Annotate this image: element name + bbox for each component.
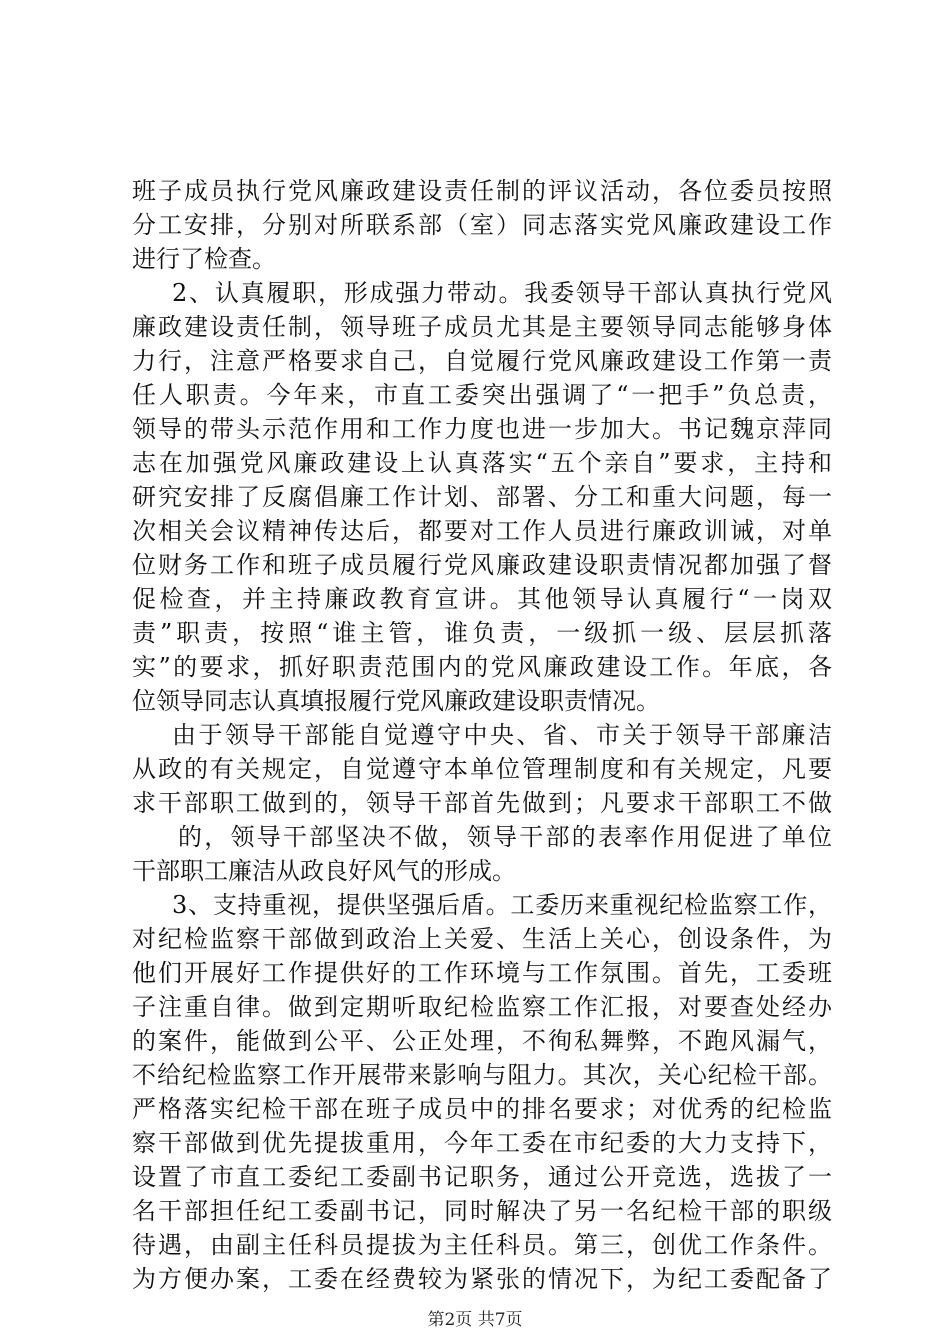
text-line: 班子成员执行党风廉政建设责任制的评议活动，各位委员按照 — [132, 177, 832, 205]
text-line: 位财务工作和班子成员履行党风廉政建设职责情况都加强了督 — [132, 551, 832, 579]
paragraph-first-line: 由于领导干部能自觉遵守中央、省、市关于领导干部廉洁 — [172, 721, 832, 749]
text-line: 分工安排，分别对所联系部（室）同志落实党风廉政建设工作 — [132, 211, 832, 239]
text-line: 促检查，并主持廉政教育宣讲。其他领导认真履行“一岗双 — [132, 585, 832, 613]
text-line: 廉政建设责任制，领导班子成员尤其是主要领导同志能够身体 — [132, 313, 832, 341]
text-line: 研究安排了反腐倡廉工作计划、部署、分工和重大问题，每一 — [132, 483, 832, 511]
text-line: 次相关会议精神传达后，都要对工作人员进行廉政训诫，对单 — [132, 517, 832, 545]
text-line: 从政的有关规定，自觉遵守本单位管理制度和有关规定，凡要 — [132, 755, 832, 783]
text-line: 的案件，能做到公平、公正处理，不徇私舞弊，不跑风漏气， — [132, 1027, 832, 1055]
text-line: 志在加强党风廉政建设上认真落实“五个亲自”要求，主持和 — [132, 449, 832, 477]
text-line: 对纪检监察干部做到政治上关爱、生活上关心，创设条件，为 — [132, 925, 832, 953]
text-line: 不给纪检监察工作开展带来影响与阻力。其次，关心纪检干部。 — [132, 1061, 832, 1089]
page-number: 第2页 共7页 — [427, 1310, 523, 1330]
paragraph-first-line: 3、支持重视，提供坚强后盾。工委历来重视纪检监察工作， — [172, 891, 832, 919]
text-line: 设置了市直工委纪工委副书记职务，通过公开竞选，选拔了一 — [132, 1163, 832, 1191]
text-line: 实”的要求，抓好职责范围内的党风廉政建设工作。年底，各 — [132, 653, 832, 681]
text-line: 求干部职工做到的，领导干部首先做到；凡要求干部职工不做 — [132, 789, 832, 817]
paragraph-first-line: 2、认真履职，形成强力带动。我委领导干部认真执行党风 — [172, 279, 832, 307]
text-line: 进行了检查。 — [132, 245, 276, 273]
text-line: 子注重自律。做到定期听取纪检监察工作汇报，对要查处经办 — [132, 993, 832, 1021]
text-line: 责”职责，按照“谁主管，谁负责，一级抓一级、层层抓落 — [132, 619, 832, 647]
text-line: 任人职责。今年来，市直工委突出强调了“一把手”负总责， — [132, 381, 832, 409]
text-line: 力行，注意严格要求自己，自觉履行党风廉政建设工作第一责 — [132, 347, 832, 375]
text-line: 察干部做到优先提拔重用，今年工委在市纪委的大力支持下， — [132, 1129, 832, 1157]
text-line: 领导的带头示范作用和工作力度也进一步加大。书记魏京萍同 — [132, 415, 832, 443]
text-line: 为方便办案，工委在经费较为紧张的情况下，为纪工委配备了 — [132, 1265, 832, 1293]
text-line: 他们开展好工作提供好的工作环境与工作氛围。首先，工委班 — [132, 959, 832, 987]
text-line: 干部职工廉洁从政良好风气的形成。 — [132, 857, 516, 885]
text-line: 的，领导干部坚决不做，领导干部的表率作用促进了单位 — [178, 823, 832, 851]
text-line: 名干部担任纪工委副书记，同时解决了另一名纪检干部的职级 — [132, 1197, 832, 1225]
text-line: 严格落实纪检干部在班子成员中的排名要求；对优秀的纪检监 — [132, 1095, 832, 1123]
text-line: 待遇，由副主任科员提拔为主任科员。第三，创优工作条件。 — [132, 1231, 832, 1259]
text-line: 位领导同志认真填报履行党风廉政建设职责情况。 — [132, 687, 660, 715]
